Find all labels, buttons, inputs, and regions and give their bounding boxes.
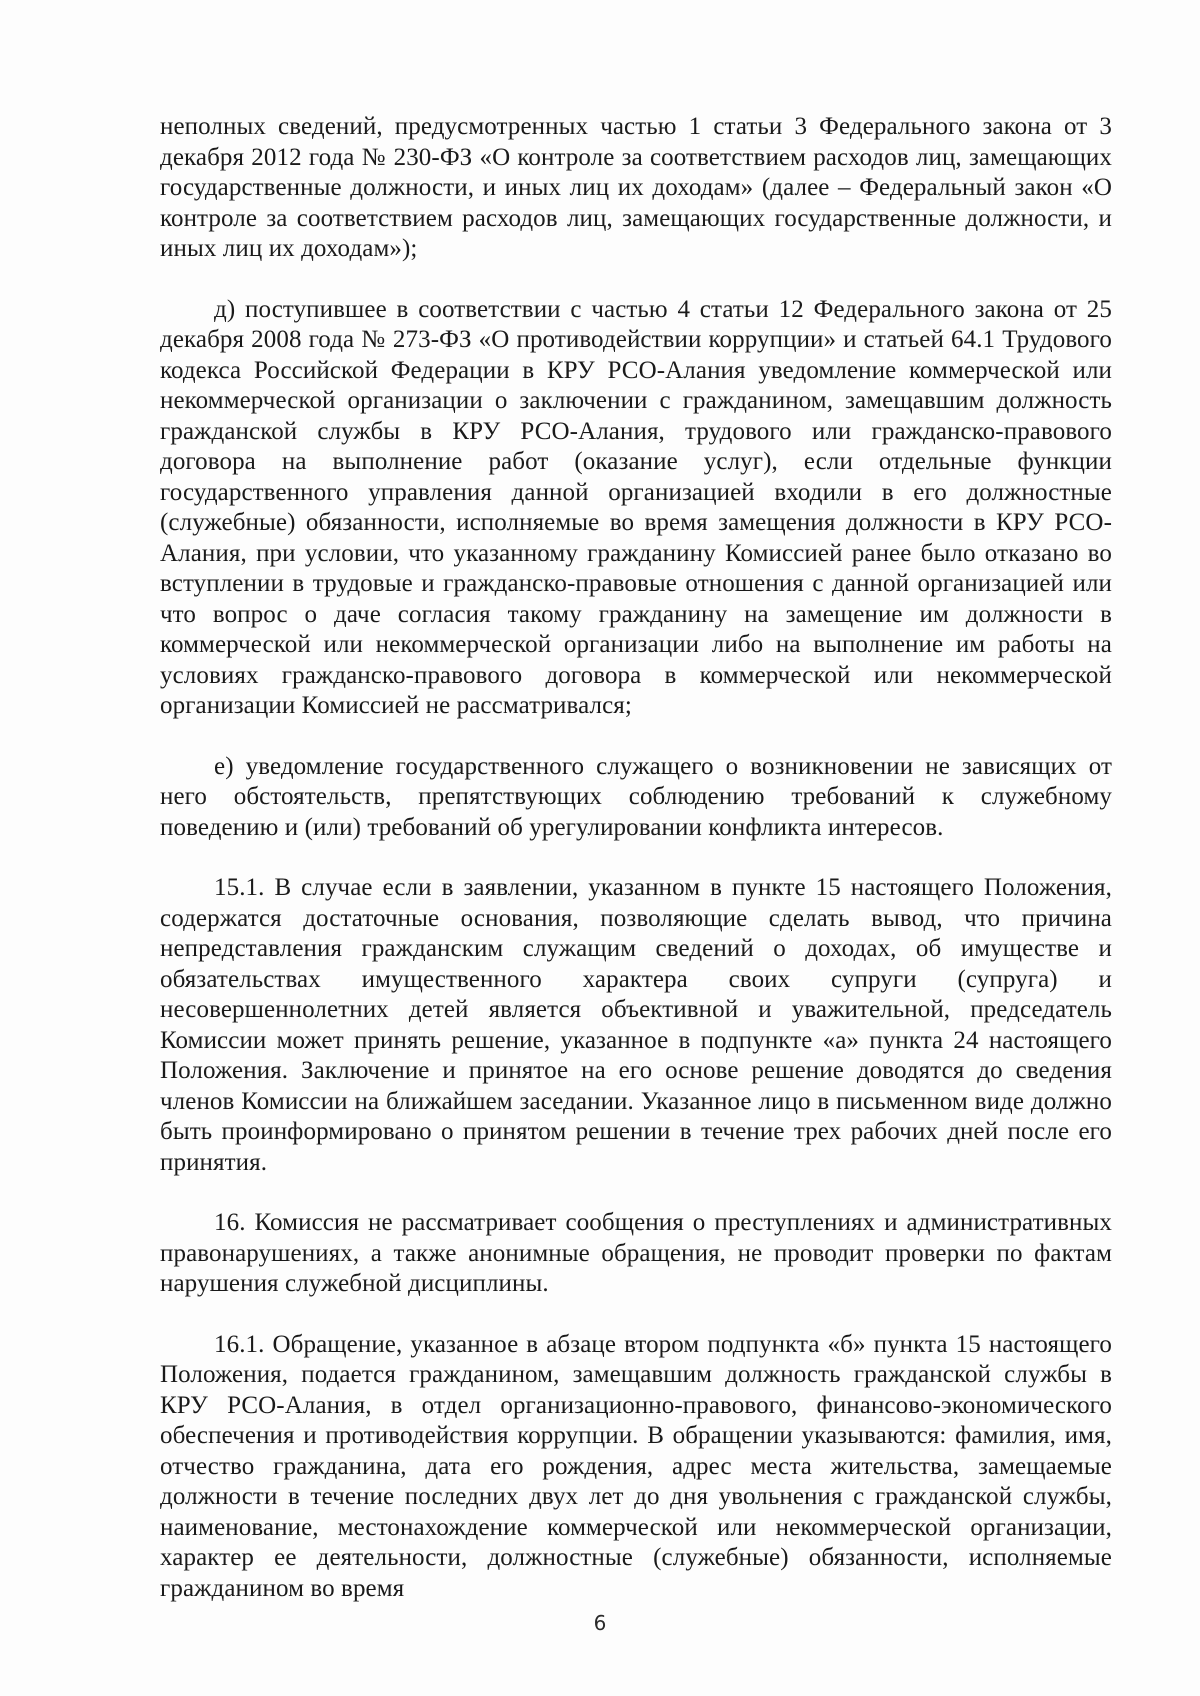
paragraph-continuation: неполных сведений, предусмотренных частью 1 статьи 3 Федерального закона от 3 декабря 2012 года № 230-ФЗ «О контроле за соответствием расходов лиц, замещающих государственные должности, и иных лиц их доходам» (далее – Федеральный закон «О контроле за соответствием расходов лиц, замещающих государственные должности, и иных лиц их доходам»); bbox=[160, 113, 1112, 262]
paragraph-item-16: 16. Комиссия не рассматривает сообщения о преступлениях и административных правонарушениях, а также анонимные обращения, не проводит проверки по фактам нарушения служебной дисциплины. bbox=[160, 1209, 1112, 1297]
document-body bbox=[160, 112, 1112, 1634]
paragraph-subitem-d: д) поступившее в соответствии с частью 4 статьи 12 Федерального закона от 25 декабря 2008 года № 273-ФЗ «О противодействии коррупции» и статьей 64.1 Трудового кодекса Российской Федерации в КРУ РСО-Алания уведомление коммерческой или некоммерческой организации о заключении с гражданином, замещавшим должность гражданской службы в КРУ РСО-Алания, трудового или гражданско-правового договора на выполнение работ (оказание услуг), если отдельные функции государственного управления данной организацией входили в его должностные (служебные) обязанности, исполняемые во время замещения должности в КРУ РСО-Алания, при условии, что указанному гражданину Комиссией ранее было отказано во вступлении в трудовые и гражданско-правовые отношения с данной организацией или что вопрос о даче согласия такому гражданину на замещение им должности в коммерческой или некоммерческой организации либо на выполнение им работы на условиях гражданско-правового договора в коммерческой или некоммерческой организации Комиссией не рассматривался; bbox=[160, 295, 1112, 719]
page-number: 6 bbox=[593, 1611, 607, 1635]
paragraph-item-16-1: 16.1. Обращение, указанное в абзаце втором подпункта «б» пункта 15 настоящего Положения, подается гражданином, замещавшим должность гражданской службы в КРУ РСО-Алания, в отдел организационно-правового, финансово-экономического обеспечения и противодействия коррупции. В обращении указываются: фамилия, имя, отчество гражданина, дата его рождения, адрес места жительства, замещаемые должности в течение последних двух лет до дня увольнения с гражданской службы, наименование, местонахождение коммерческой или некоммерческой организации, характер ее деятельности, должностные (служебные) обязанности, исполняемые гражданином во время bbox=[160, 1330, 1112, 1602]
paragraph-item-15-1: 15.1. В случае если в заявлении, указанном в пункте 15 настоящего Положения, содержатся достаточные основания, позволяющие сделать вывод, что причина непредставления гражданским служащим сведений о доходах, об имуществе и обязательствах имущественного характера своих супруги (супруга) и несовершеннолетних детей является объективной и уважительной, председатель Комиссии может принять решение, указанное в подпункте «а» пункта 24 настоящего Положения. Заключение и принятое на его основе решение доводятся до сведения членов Комиссии на ближайшем заседании. Указанное лицо в письменном виде должно быть проинформировано о принятом решении в течение трех рабочих дней после его принятия. bbox=[160, 874, 1112, 1176]
paragraph-subitem-e: е) уведомление государственного служащего о возникновении не зависящих от него обстоятельств, препятствующих соблюдению требований к служебному поведению и (или) требований об урегулировании конфликта интересов. bbox=[160, 752, 1112, 841]
